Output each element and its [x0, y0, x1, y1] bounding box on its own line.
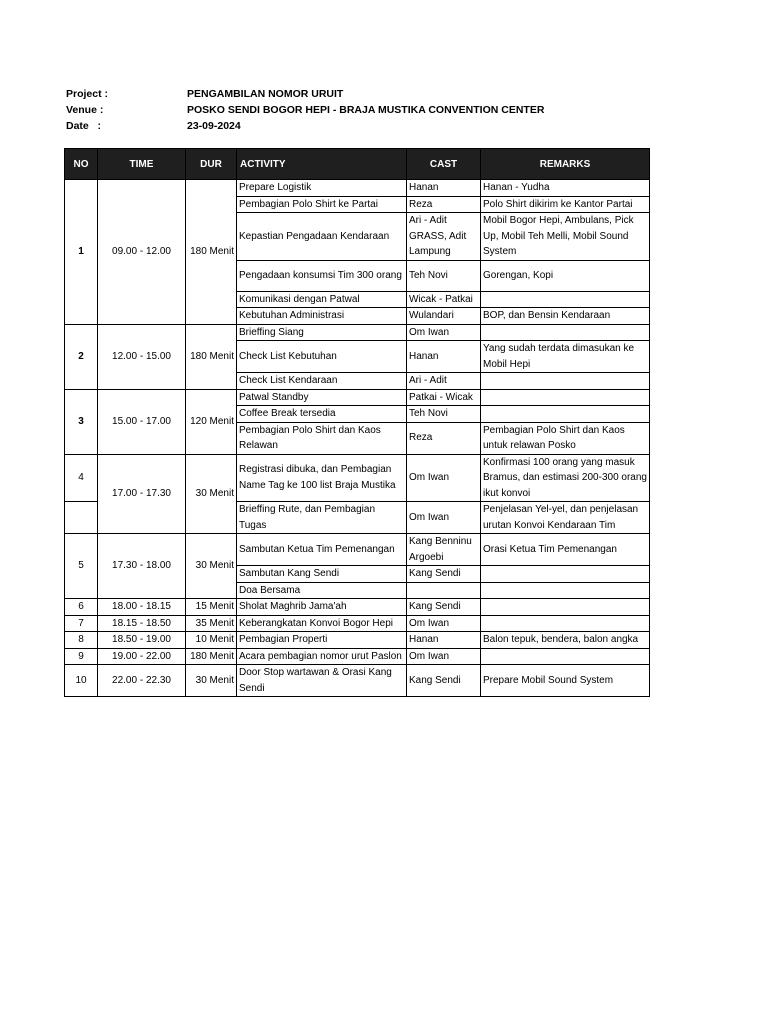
row-cast: Teh Novi	[407, 406, 481, 423]
row-remarks	[481, 373, 650, 390]
row-remarks	[481, 599, 650, 616]
row-activity: Kepastian Pengadaan Kendaraan	[237, 213, 407, 261]
row-cast: Teh Novi	[407, 260, 481, 291]
row-dur: 30 Menit	[186, 665, 237, 697]
table-row	[65, 534, 650, 566]
row-no: 7	[65, 615, 98, 632]
row-cast: Hanan	[407, 632, 481, 649]
row-cast: Om Iwan	[407, 454, 481, 502]
row-cast: Kang Sendi	[407, 665, 481, 697]
row-time: 17.30 - 18.00	[98, 534, 186, 599]
table-row	[65, 324, 650, 341]
col-header-dur: DUR	[186, 149, 237, 180]
row-time: 15.00 - 17.00	[98, 389, 186, 454]
venue-label: Venue :	[66, 104, 104, 116]
row-remarks	[481, 582, 650, 599]
row-activity: Komunikasi dengan Patwal	[237, 291, 407, 308]
row-cast: Wicak - Patkai	[407, 291, 481, 308]
row-no: 5	[65, 534, 98, 599]
row-remarks	[481, 615, 650, 632]
row-activity: Pembagian Polo Shirt ke Partai	[237, 196, 407, 213]
table-row	[65, 180, 650, 197]
col-header-time: TIME	[98, 149, 186, 180]
row-activity: Check List Kebutuhan	[237, 341, 407, 373]
row-remarks: Balon tepuk, bendera, balon angka	[481, 632, 650, 649]
row-cast: Patkai - Wicak	[407, 389, 481, 406]
row-activity: Prepare Logistik	[237, 180, 407, 197]
row-remarks	[481, 566, 650, 583]
row-dur: 15 Menit	[186, 599, 237, 616]
row-remarks: Penjelasan Yel-yel, dan penjelasan urutan Konvoi Kendaraan Tim	[481, 502, 650, 534]
row-dur: 180 Menit	[186, 180, 237, 325]
row-activity: Door Stop wartawan & Orasi Kang Sendi	[237, 665, 407, 697]
row-activity: Acara pembagian nomor urut Paslon	[237, 648, 407, 665]
row-no: 2	[65, 324, 98, 389]
row-cast: Hanan	[407, 180, 481, 197]
row-remarks: Yang sudah terdata dimasukan ke Mobil Hepi	[481, 341, 650, 373]
row-dur: 180 Menit	[186, 648, 237, 665]
row-no: 4	[65, 454, 98, 502]
row-remarks	[481, 291, 650, 308]
project-value: PENGAMBILAN NOMOR URUIT	[187, 88, 344, 100]
row-remarks: Mobil Bogor Hepi, Ambulans, Pick Up, Mobil Teh Melli, Mobil Sound System	[481, 213, 650, 261]
table-row	[65, 389, 650, 406]
row-dur: 120 Menit	[186, 389, 237, 454]
row-dur: 30 Menit	[186, 454, 237, 534]
row-activity: Sambutan Ketua Tim Pemenangan	[237, 534, 407, 566]
row-dur: 35 Menit	[186, 615, 237, 632]
table-row	[65, 615, 650, 632]
row-cast: Ari - Adit GRASS, Adit Lampung	[407, 213, 481, 261]
table-row	[65, 454, 650, 502]
row-cast: Reza	[407, 422, 481, 454]
row-cast: Kang Sendi	[407, 566, 481, 583]
row-cast: Ari - Adit	[407, 373, 481, 390]
row-remarks: Hanan - Yudha	[481, 180, 650, 197]
row-cast: Reza	[407, 196, 481, 213]
date-row	[66, 118, 666, 134]
row-cast: Om Iwan	[407, 615, 481, 632]
row-remarks: Polo Shirt dikirim ke Kantor Partai	[481, 196, 650, 213]
row-activity: Sholat Maghrib Jama'ah	[237, 599, 407, 616]
table-row	[65, 665, 650, 697]
row-dur: 10 Menit	[186, 632, 237, 649]
row-dur: 180 Menit	[186, 324, 237, 389]
row-time: 18.15 - 18.50	[98, 615, 186, 632]
table-header-row	[65, 149, 650, 180]
row-activity: Doa Bersama	[237, 582, 407, 599]
row-activity: Brieffing Rute, dan Pembagian Tugas	[237, 502, 407, 534]
row-cast: Om Iwan	[407, 502, 481, 534]
row-activity: Brieffing Siang	[237, 324, 407, 341]
row-time: 09.00 - 12.00	[98, 180, 186, 325]
row-cast: Wulandari	[407, 308, 481, 325]
row-no: 1	[65, 180, 98, 325]
row-time: 18.50 - 19.00	[98, 632, 186, 649]
row-time: 18.00 - 18.15	[98, 599, 186, 616]
col-header-activity: ACTIVITY	[237, 149, 407, 180]
row-cast: Kang Benninu Argoebi	[407, 534, 481, 566]
project-label: Project :	[66, 88, 109, 100]
col-header-no: NO	[65, 149, 98, 180]
row-cast: Hanan	[407, 341, 481, 373]
row-activity: Sambutan Kang Sendi	[237, 566, 407, 583]
row-cast	[407, 582, 481, 599]
date-label: Date :	[66, 120, 102, 132]
row-time: 22.00 - 22.30	[98, 665, 186, 697]
row-activity: Check List Kendaraan	[237, 373, 407, 390]
row-no-empty	[65, 502, 98, 534]
project-row	[66, 86, 666, 102]
row-time: 12.00 - 15.00	[98, 324, 186, 389]
row-no: 9	[65, 648, 98, 665]
row-no: 10	[65, 665, 98, 697]
row-no: 8	[65, 632, 98, 649]
row-activity: Pembagian Polo Shirt dan Kaos Relawan	[237, 422, 407, 454]
col-header-cast: CAST	[407, 149, 481, 180]
table-row	[65, 648, 650, 665]
table-row	[65, 632, 650, 649]
row-activity: Pengadaan konsumsi Tim 300 orang	[237, 260, 407, 291]
row-activity: Patwal Standby	[237, 389, 407, 406]
row-activity: Coffee Break tersedia	[237, 406, 407, 423]
row-remarks: BOP, dan Bensin Kendaraan	[481, 308, 650, 325]
date-value: 23-09-2024	[187, 120, 241, 132]
row-cast: Kang Sendi	[407, 599, 481, 616]
row-activity: Keberangkatan Konvoi Bogor Hepi	[237, 615, 407, 632]
row-no: 3	[65, 389, 98, 454]
row-time: 17.00 - 17.30	[98, 454, 186, 534]
row-dur: 30 Menit	[186, 534, 237, 599]
col-header-remarks: REMARKS	[481, 149, 650, 180]
row-remarks: Konfirmasi 100 orang yang masuk Bramus, dan estimasi 200-300 orang ikut konvoi	[481, 454, 650, 502]
row-time: 19.00 - 22.00	[98, 648, 186, 665]
row-activity: Pembagian Properti	[237, 632, 407, 649]
row-remarks	[481, 406, 650, 423]
row-cast: Om Iwan	[407, 648, 481, 665]
row-cast: Om Iwan	[407, 324, 481, 341]
table-row	[65, 599, 650, 616]
row-remarks: Gorengan, Kopi	[481, 260, 650, 291]
row-activity: Kebutuhan Administrasi	[237, 308, 407, 325]
row-remarks	[481, 389, 650, 406]
row-no: 6	[65, 599, 98, 616]
row-activity: Registrasi dibuka, dan Pembagian Name Tag ke 100 list Braja Mustika	[237, 454, 407, 502]
schedule-table	[64, 148, 650, 697]
venue-row	[66, 102, 666, 118]
row-remarks: Pembagian Polo Shirt dan Kaos untuk relawan Posko	[481, 422, 650, 454]
document-header	[66, 86, 666, 134]
row-remarks	[481, 324, 650, 341]
row-remarks	[481, 648, 650, 665]
row-remarks: Orasi Ketua Tim Pemenangan	[481, 534, 650, 566]
venue-value: POSKO SENDI BOGOR HEPI - BRAJA MUSTIKA CONVENTION CENTER	[187, 104, 545, 116]
row-remarks: Prepare Mobil Sound System	[481, 665, 650, 697]
